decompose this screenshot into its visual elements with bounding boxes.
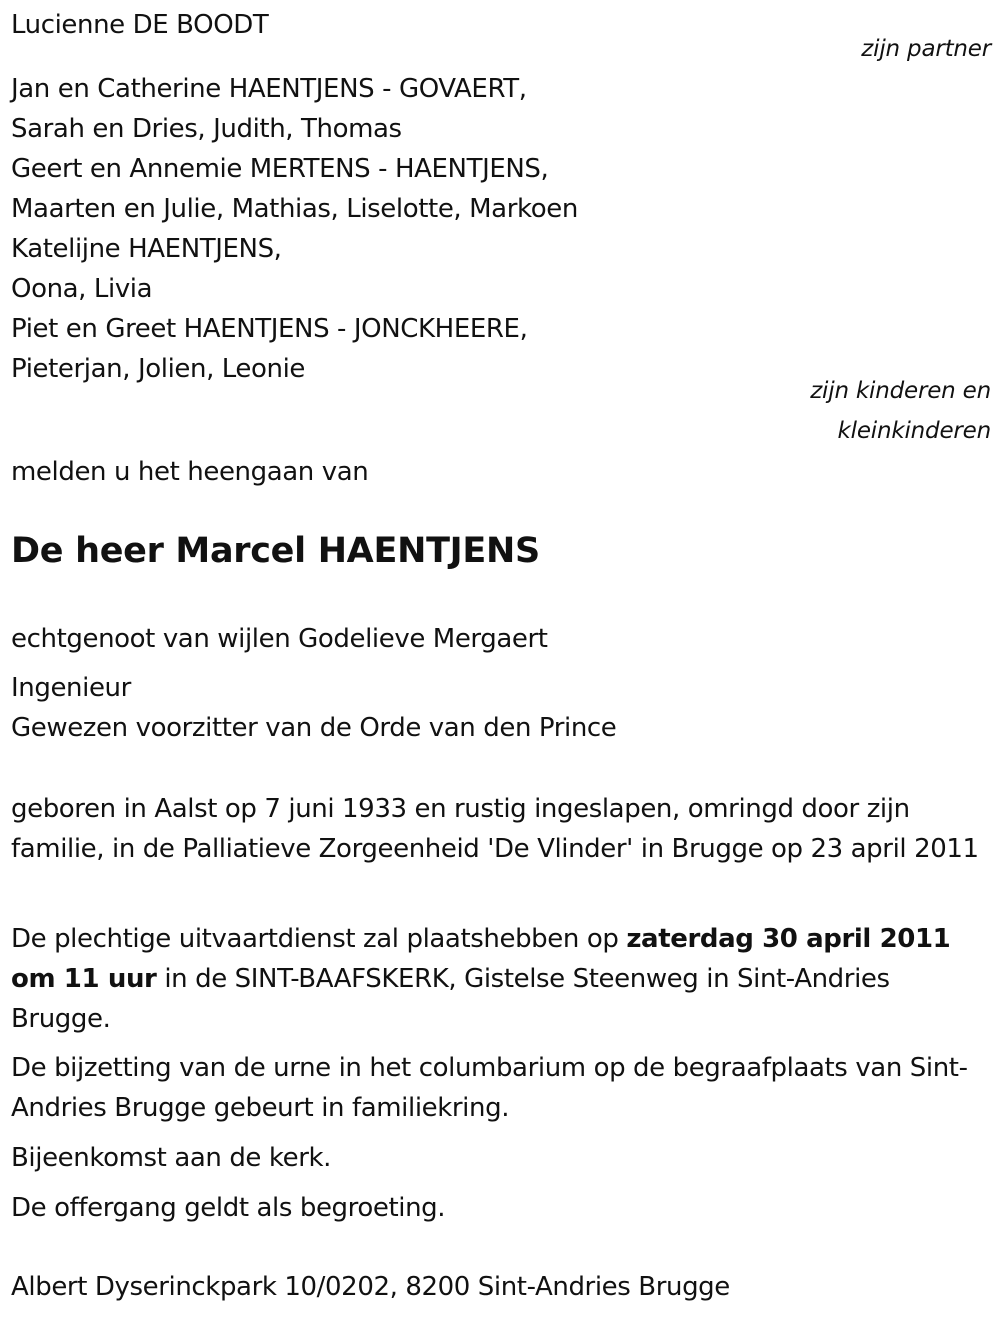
- children-line-2: Sarah en Dries, Judith, Thomas: [11, 114, 402, 144]
- gathering-text: Bijeenkomst aan de kerk.: [11, 1143, 332, 1173]
- children-relation-line-2: kleinkinderen: [837, 418, 991, 444]
- children-line-1: Jan en Catherine HAENTJENS - GOVAERT,: [11, 74, 527, 104]
- children-line-6: Oona, Livia: [11, 274, 153, 304]
- children-line-5: Katelijne HAENTJENS,: [11, 234, 282, 264]
- partner-name: Lucienne DE BOODT: [11, 10, 269, 40]
- offering-text: De offergang geldt als begroeting.: [11, 1193, 446, 1223]
- children-line-7: Piet en Greet HAENTJENS - JONCKHEERE,: [11, 314, 528, 344]
- deceased-profession: Ingenieur: [11, 673, 131, 703]
- service-prefix: De plechtige uitvaartdienst zal plaatshebben op: [11, 924, 627, 954]
- announcement-text: melden u het heengaan van: [11, 457, 369, 487]
- children-relation-line-1: zijn kinderen en: [810, 378, 991, 404]
- deceased-spouse: echtgenoot van wijlen Godelieve Mergaert: [11, 624, 548, 654]
- service-paragraph: [11, 919, 991, 1039]
- deceased-name: De heer Marcel HAENTJENS: [11, 531, 540, 571]
- children-line-4: Maarten en Julie, Mathias, Liselotte, Markoen: [11, 194, 578, 224]
- interment-paragraph: De bijzetting van de urne in het columbarium op de begraafplaats van Sint-Andries Brugge gebeurt in familiekring.: [11, 1053, 968, 1123]
- birth-death-paragraph: geboren in Aalst op 7 juni 1933 en rustig ingeslapen, omringd door zijn familie, in de Palliatieve Zorgeenheid 'De Vlinder' in Brugge op 23 april 2011: [11, 794, 979, 864]
- children-line-3: Geert en Annemie MERTENS - HAENTJENS,: [11, 154, 549, 184]
- deceased-title: Gewezen voorzitter van de Orde van den Prince: [11, 713, 617, 743]
- partner-relation: zijn partner: [861, 36, 991, 62]
- service-date: zaterdag 30 april 2011 om 11 uur: [11, 924, 951, 994]
- address-text: Albert Dyserinckpark 10/0202, 8200 Sint-Andries Brugge: [11, 1272, 730, 1302]
- children-line-8: Pieterjan, Jolien, Leonie: [11, 354, 306, 384]
- service-suffix: in de SINT-BAAFSKERK, Gistelse Steenweg in Sint-Andries Brugge.: [11, 964, 890, 1034]
